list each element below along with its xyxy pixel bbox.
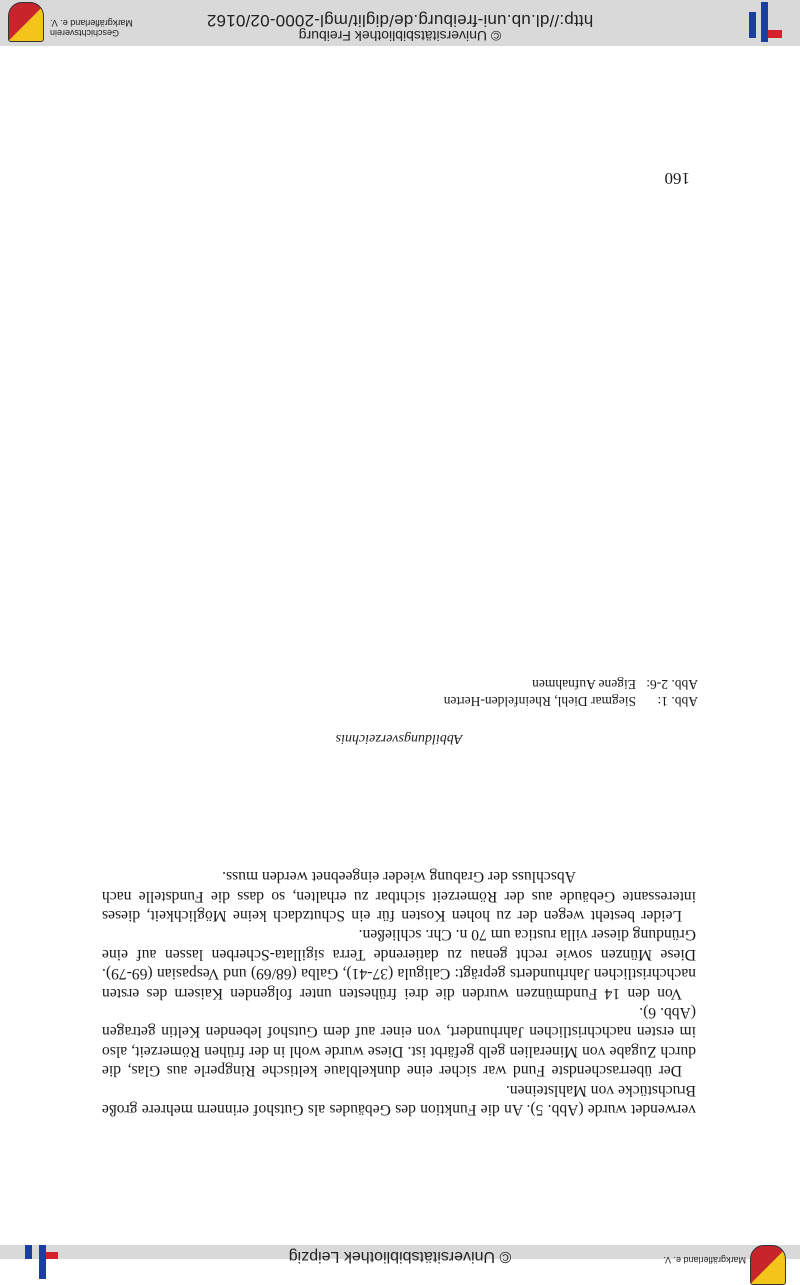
header-partial-text: © Universitätsbibliothek Leipzig [288, 1248, 512, 1265]
header-partial-right-text: Markgräflerland e. V. [663, 1255, 746, 1265]
figure-list-heading: Abbildungsverzeichnis [335, 731, 463, 746]
library-logo-icon [18, 1245, 58, 1279]
figure-credit-label: Abb. 1: [657, 694, 698, 709]
figure-credit-text: Eigene Aufnahmen [532, 677, 636, 692]
society-name-line2: Markgräflerland e. V. [50, 18, 133, 28]
header-bar [0, 1245, 800, 1265]
paragraph-4: Leider besteht wegen der zu hohen Kosten für ein Schutzdach keine Möglichkeit, dieses interessante Gebäude aus der Römerzeit sichtbar zu erhalten, so dass die Fundstelle nach Abschluss der Grabung wieder eingeebnet werden muss. [102, 868, 696, 924]
figure-credit [444, 693, 698, 709]
footer-bar [0, 0, 800, 46]
figure-credit-text: Siegmar Diehl, Rheinfelden-Herten [443, 694, 636, 709]
footer-url-link[interactable]: http://dl.ub.uni-freiburg.de/diglit/mgl-2000-02/0162 [206, 11, 594, 30]
page-number: 160 [664, 169, 690, 188]
crest-icon [750, 1245, 786, 1285]
crest-icon [8, 2, 44, 42]
society-name-line1: Geschichtsverein [50, 28, 120, 38]
article-body [102, 867, 696, 1119]
paragraph-1: verwendet wurde (Abb. 5). An die Funktion des Gebäudes als Gutshof erinnern mehrere große Bruchstücke von Mahlsteinen. [102, 1081, 696, 1118]
figure-credit-label: Abb. 2-6: [646, 677, 698, 692]
society-name [50, 18, 160, 38]
paragraph-2: Der überraschendste Fund war sicher eine dunkelblaue keltische Ringperle aus Glas, die durch Zugabe von Mineralien gelb gefärbt ist. Diese wurde wohl in der frühen Römerzeit, also im ersten nachchristlichen Jahrhundert, von einer auf dem Gutshof lebenden Keltin getragen (Abb. 6). [102, 1003, 696, 1080]
paragraph-3: Von den 14 Fundmünzen wurden die drei frühesten unter folgenden Kaisern des ersten nachchristlichen Jahrhunderts geprägt: Caligula (37-41), Galba (68/69) und Vespasian (69-79). Diese Münzen sowie recht genau zu datierende Terra sigillata-Scherben lassen auf eine Gründung dieser villa rustica um 70 n. Chr. schließen. [102, 926, 696, 1002]
figure-credit [532, 676, 698, 692]
footer-copyright: © Universitätsbibliothek Freiburg [298, 28, 502, 44]
